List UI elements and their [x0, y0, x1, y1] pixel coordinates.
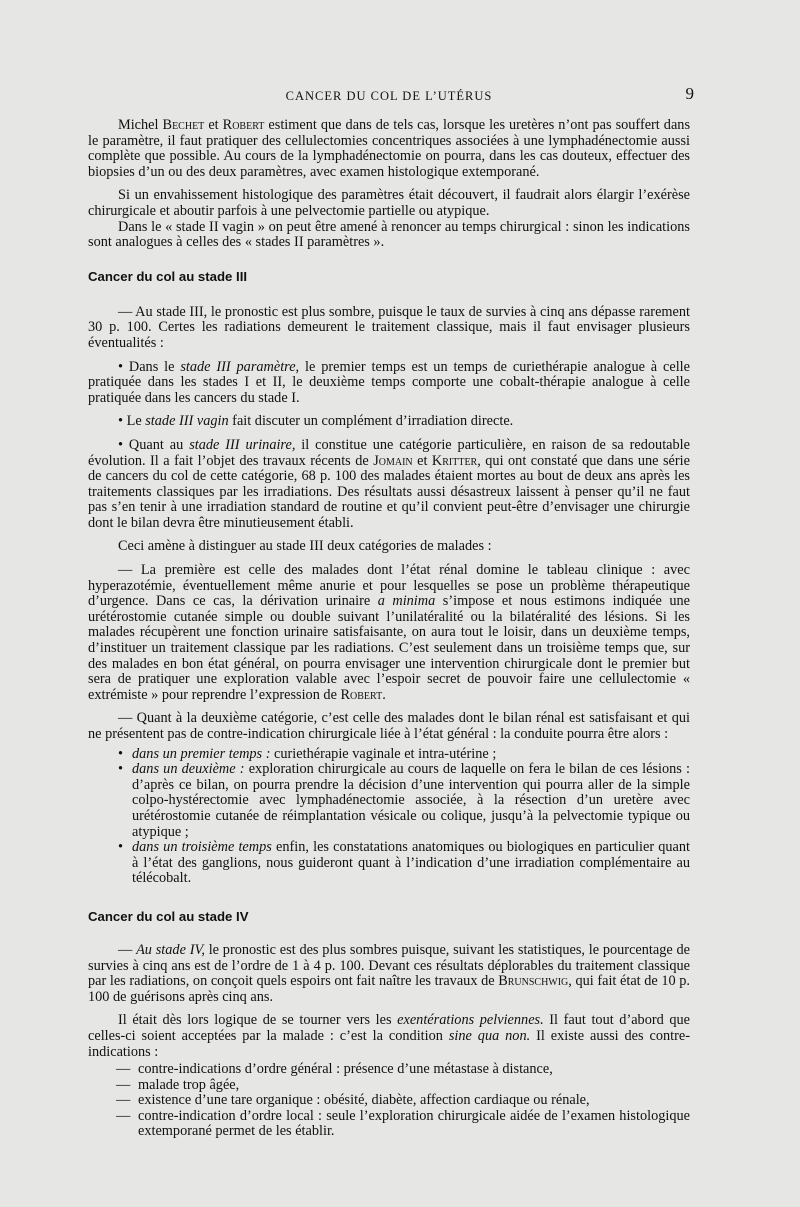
list-item: — existence d’une tare organique : obésité, diabète, affection cardiaque ou rénale,: [116, 1093, 690, 1109]
list-item: • dans un premier temps : curiethérapie vaginale et intra-utérine ;: [118, 747, 690, 763]
stage-3-paragraph-3: — La première est celle des malades dont l’état rénal domine le tableau clinique : avec hyperazotémie, éventuellement même anurie et pour lesquelles se pose un problème thérapeutique d’urgence. Dans ce cas, la dérivation urinaire a minima s’impose et nous estimons indiquée une urétérostomie cutanée simple ou double suivant l’unilatéralité ou la bilatéralité des lésions. Si les malades récupèrent une fonction urinaire satisfaisante, on aura tout le loisir, dans un deuxième temps, d’instituer un traitement classique par les radiations. C’est seulement dans un troisième temps que, sur des malades en bon état général, on pourra envisager une intervention chirurgicale dont le premier but sera de pratiquer une exploration valable avec l’espoir secret de pouvoir faire une cellulectomie « extrémiste » pour reprendre l’expression de Robert.: [88, 562, 690, 703]
list-item: — malade trop âgée,: [116, 1078, 690, 1094]
list-item: — contre-indication d’ordre local : seule l’exploration chirurgicale aidée de l’examen histologique extemporané permet de les établir.: [116, 1109, 690, 1140]
stage-4-paragraph-2: Il était dès lors logique de se tourner vers les exentérations pelviennes. Il faut tout d’abord que celles-ci soient acceptées par la malade : c’est la condition sine qua non. Il existe aussi des contre-indications :: [88, 1012, 691, 1060]
list-item: — contre-indications d’ordre général : présence d’une métastase à distance,: [116, 1062, 690, 1078]
running-title: CANCER DU COL DE L’UTÉRUS: [285, 89, 493, 103]
list-item: • dans un troisième temps enfin, les constatations anatomiques ou biologiques en particulier quant à l’état des ganglions, nous guideront quant à l’indication d’une irradiation complémentaire au télécobalt.: [118, 840, 690, 887]
author-name: Kritter: [431, 452, 478, 469]
intro-paragraph-2: Si un envahissement histologique des paramètres était découvert, il faudrait alors élargir l’exérèse chirurgicale et aboutir parfois à une pelvectomie partielle ou atypique.: [88, 187, 690, 219]
section-heading-stage-4: Cancer du col au stade IV: [88, 908, 249, 924]
stage-3-bullet-2: • Le stade III vagin fait discuter un complément d’irradiation directe.: [118, 413, 514, 430]
stage-3-bullet-1: • Dans le stade III paramètre, le premier temps est un temps de curiethérapie analogue à celle pratiquée dans les stades I et II, le deuxième temps comporte une cobalt-thérapie analogue à celle pratiquée dans les cancers du stade I.: [88, 358, 690, 406]
author-name: Robert: [340, 686, 383, 703]
stage-4-paragraph-1: — Au stade IV, le pronostic est des plus sombres puisque, suivant les statistiques, le pourcentage de survies à cinq ans est de l’ordre de 1 à 4 p. 100. Devant ces résultats déplorables du traitement classique par les radiations, on conçoit quels espoirs ont fait naître les travaux de Brunschwig, qui fait état de 10 p. 100 de guérisons après cinq ans.: [88, 941, 690, 1005]
contraindications-list: [116, 1062, 690, 1140]
stage-3-paragraph-2: Ceci amène à distinguer au stade III deux catégories de malades :: [118, 538, 492, 555]
stage-3-paragraph-1: — Au stade III, le pronostic est plus sombre, puisque le taux de survies à cinq ans dépasse rarement 30 p. 100. Certes les radiations demeurent le traitement classique, mais il faut envisager plusieurs éventualités :: [88, 303, 690, 351]
author-name: Brunschwig: [498, 973, 569, 990]
running-header: [88, 84, 694, 104]
intro-paragraph-1: Michel Bechet et Robert estiment que dans de tels cas, lorsque les uretères n’ont pas souffert dans le paramètre, il faut pratiquer des cellulectomies concentriques associées à une lymphadénectomie aussi complète que possible. Au cours de la lymphadénectomie on pourra, dans les cas douteux, effectuer des biopsies d’un ou des deux paramètres, avec examen histologique extemporané.: [88, 117, 691, 180]
author-name: Robert: [222, 117, 265, 133]
section-heading-stage-3: Cancer du col au stade III: [88, 268, 248, 284]
stage-3-bullet-3: • Quant au stade III urinaire, il constitue une catégorie particulière, en raison de sa redoutable évolution. Il a fait l’objet des travaux récents de Jomain et Kritter, qui ont constaté que dans une série de cancers du col de cette catégorie, 68 p. 100 des malades étaient mortes au bout de deux ans après les traitements classiques par les irradiations. Des résultats aussi désastreux laissent à penser qu’il ne faut pas s’en tenir à une irradiation standard de routine et qu’il convient peut-être d’envisager une chirurgie dont le bilan devra être minutieusement établi.: [88, 436, 690, 531]
author-name: Jomain: [373, 452, 413, 469]
stage-3-paragraph-4: — Quant à la deuxième catégorie, c’est celle des malades dont le bilan rénal est satisfaisant et qui ne présentent pas de contre-indication chirurgicale liée à l’état général : la conduite pourra être alors :: [88, 710, 690, 742]
list-item: • dans un deuxième : exploration chirurgicale au cours de laquelle on fera le bilan de ces lésions : d’après ce bilan, on pourra prendre la décision d’une intervention qui pourra aller de la simple colpo-hystérectomie avec lymphadénectomie associée, à la résection d’un uretère avec urétérostomie cutanée de réimplantation vésicale ou colique, jusqu’à la pelvectomie typique ou atypique ;: [118, 762, 690, 840]
page-number: 9: [685, 84, 694, 103]
intro-paragraph-3: Dans le « stade II vagin » on peut être amené à renoncer au temps chirurgical : sinon les indications sont analogues à celles des « stades II paramètres ».: [88, 218, 690, 251]
stage-3-steps-list: [118, 747, 690, 887]
author-name: Bechet: [162, 117, 205, 133]
